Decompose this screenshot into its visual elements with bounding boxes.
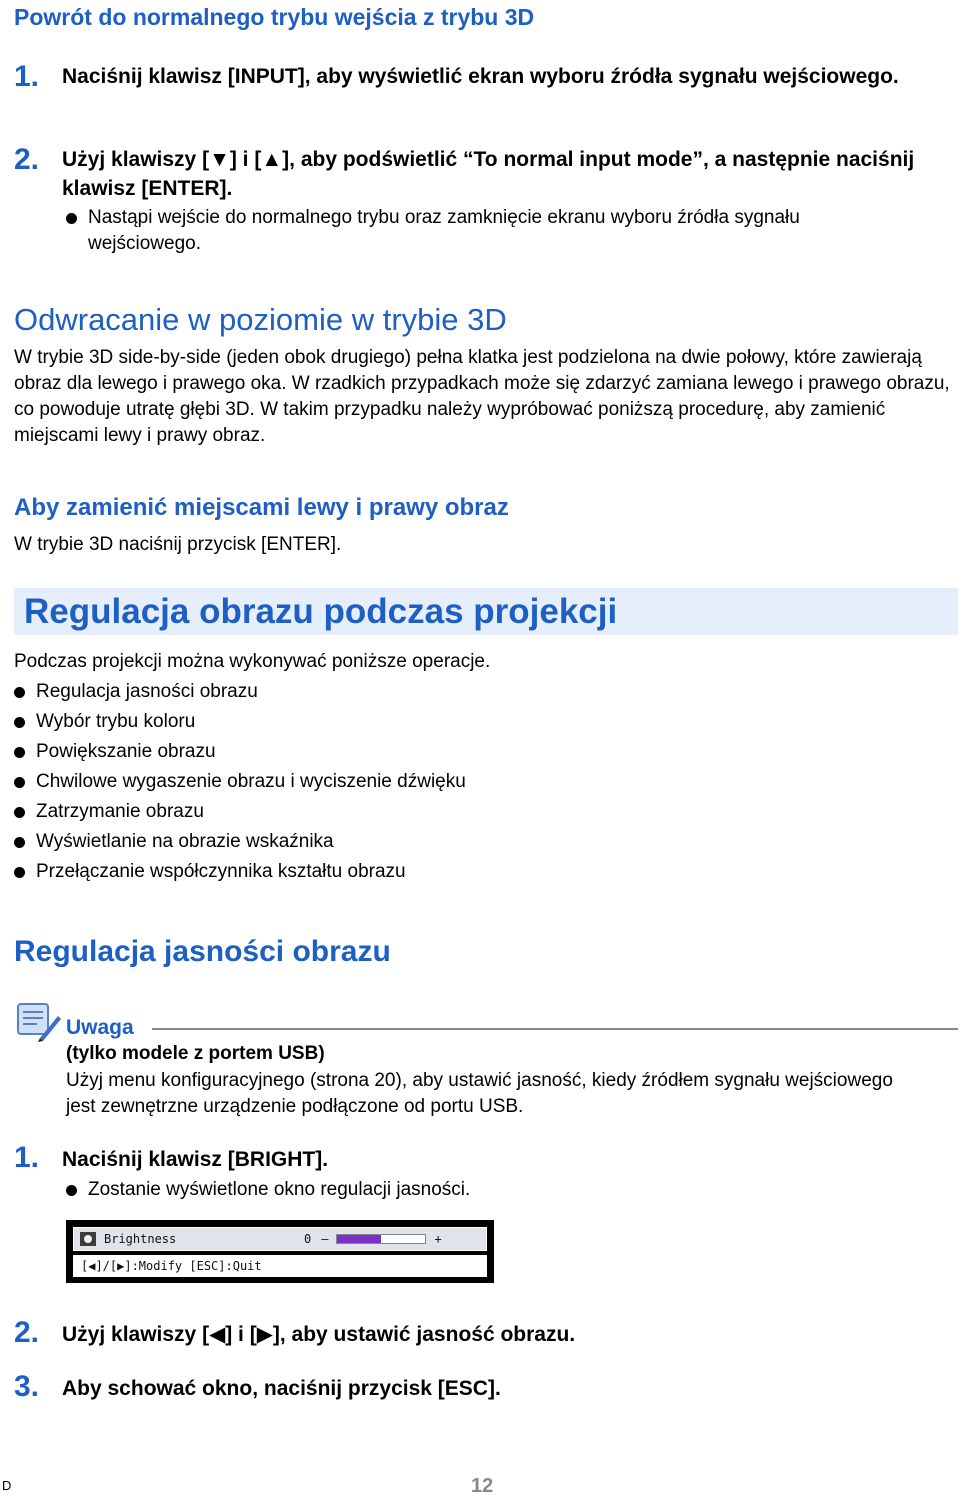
section-heading-brightness: Regulacja jasności obrazu — [14, 935, 391, 968]
intro-text: Podczas projekcji można wykonywać poniższe operacje. — [14, 651, 491, 672]
bullet-icon — [14, 807, 25, 818]
step-text-part: Użyj klawiszy [ — [62, 1323, 210, 1346]
section-heading-normal-mode: Powrót do normalnego trybu wejścia z trybu 3D — [14, 4, 535, 30]
step-number: 3. — [14, 1370, 40, 1403]
bullet-note — [66, 1177, 470, 1203]
step-number: 2. — [14, 143, 40, 176]
note-bold-line: (tylko modele z portem USB) — [66, 1043, 325, 1064]
step-text-part: ], aby podświetlić “To normal input mode”, a następnie naciśnij klawisz [ENTER]. — [62, 148, 915, 200]
list-item — [14, 859, 406, 885]
list-item-text: Przełączanie współczynnika kształtu obrazu — [36, 861, 406, 882]
step-text-part: ], aby ustawić jasność obrazu. — [272, 1323, 576, 1346]
bullet-icon — [14, 867, 25, 878]
page-number: 12 — [471, 1475, 494, 1497]
bullet-icon — [14, 717, 25, 728]
right-arrow-icon: ▶ — [256, 1323, 273, 1346]
note-divider — [152, 1028, 958, 1030]
step-text-part: ] i [ — [225, 1323, 257, 1346]
list-item — [14, 679, 258, 705]
step-text — [62, 145, 942, 203]
sub-heading-swap: Aby zamienić miejscami lewy i prawy obraz — [14, 494, 509, 521]
list-item-text: Zatrzymanie obrazu — [36, 801, 204, 822]
bullet-icon — [14, 777, 25, 788]
bullet-icon — [14, 747, 25, 758]
step-text: Aby schować okno, naciśnij przycisk [ESC]. — [62, 1377, 501, 1400]
list-item-text: Regulacja jasności obrazu — [36, 681, 258, 702]
list-item-text: Chwilowe wygaszenie obrazu i wyciszenie dźwięku — [36, 771, 466, 792]
memo-pencil-icon — [14, 998, 62, 1042]
list-item-text: Wyświetlanie na obrazie wskaźnika — [36, 831, 334, 852]
osd-value: 0 — [304, 1232, 312, 1246]
list-item — [14, 799, 204, 825]
list-item — [14, 829, 334, 855]
list-item — [14, 769, 466, 795]
brightness-sun-icon — [80, 1232, 96, 1246]
section-paragraph: W trybie 3D side-by-side (jeden obok drugiego) pełna klatka jest podzielona na dwie połowy, które zawierają obraz dla lewego i prawego oka. W rzadkich przypadkach może się zdarzyć zamiana lewego i prawego obrazu, co powoduje utratę głębi 3D. W takim przypadku należy wypróbować poniższą procedurę, aby zamienić miejscami lewy i prawy obraz. — [14, 347, 950, 446]
bullet-text: Zostanie wyświetlone okno regulacji jasności. — [88, 1179, 471, 1200]
bullet-note — [66, 205, 896, 257]
section-heading-3d-flip: Odwracanie w poziomie w trybie 3D — [14, 302, 507, 337]
step-text-part: ] i [ — [229, 148, 262, 171]
sub-text: W trybie 3D naciśnij przycisk [ENTER]. — [14, 534, 342, 555]
bullet-icon — [14, 837, 25, 848]
step-number: 1. — [14, 60, 40, 93]
osd-brightness-row — [73, 1227, 487, 1251]
left-arrow-icon: ◀ — [209, 1323, 226, 1346]
minus-icon: – — [321, 1232, 329, 1246]
down-arrow-icon: ▼ — [209, 148, 230, 171]
note-text: Użyj menu konfiguracyjnego (strona 20), aby ustawić jasność, kiedy źródłem sygnału wejściowego jest zewnętrzne urządzenie podłączone od portu USB. — [66, 1070, 893, 1117]
chapter-band — [14, 588, 958, 635]
chapter-title: Regulacja obrazu podczas projekcji — [24, 592, 618, 631]
list-item — [14, 739, 216, 765]
plus-icon: + — [434, 1232, 442, 1246]
step-text: Naciśnij klawisz [BRIGHT]. — [62, 1148, 329, 1171]
list-item — [14, 709, 195, 735]
brightness-bar-fill — [337, 1235, 381, 1243]
up-arrow-icon: ▲ — [261, 148, 283, 171]
step-text: Naciśnij klawisz [INPUT], aby wyświetlić ekran wyboru źródła sygnału wejściowego. — [62, 65, 899, 88]
list-item-text: Powiększanie obrazu — [36, 741, 216, 762]
bullet-icon — [66, 1185, 77, 1196]
footer-letter: D — [2, 1478, 12, 1493]
osd-label: Brightness — [104, 1232, 177, 1246]
step-number: 2. — [14, 1316, 40, 1349]
brightness-osd-window — [66, 1220, 494, 1283]
step-text-part: Użyj klawiszy [ — [62, 148, 210, 171]
step-number: 1. — [14, 1141, 40, 1174]
note-label: Uwaga — [66, 1016, 134, 1039]
osd-help-row: [◀]/[▶]:Modify [ESC]:Quit — [73, 1255, 487, 1277]
bullet-text: Nastąpi wejście do normalnego trybu oraz zamknięcie ekranu wyboru źródła sygnału wejściowego. — [88, 207, 800, 254]
brightness-bar — [336, 1234, 426, 1244]
bullet-icon — [14, 687, 25, 698]
bullet-icon — [66, 213, 77, 224]
step-text — [62, 1320, 575, 1349]
list-item-text: Wybór trybu koloru — [36, 711, 196, 732]
